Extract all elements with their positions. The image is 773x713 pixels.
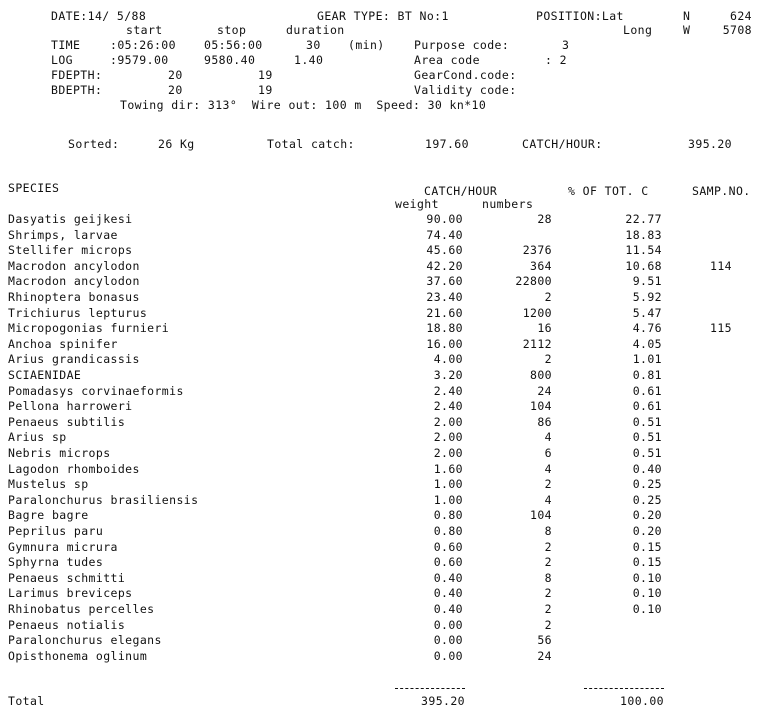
catch-weight: 21.60 [426, 306, 463, 320]
species-name: Lagodon rhomboides [8, 462, 140, 476]
species-name: Mustelus sp [8, 477, 89, 491]
log-duration: 1.40 [294, 53, 324, 67]
total-label: Total [8, 694, 45, 708]
catch-weight: 0.80 [433, 524, 463, 538]
species-name: Macrodon ancylodon [8, 274, 140, 288]
catch-numbers: 2 [544, 540, 552, 554]
percent-total: 1.01 [632, 352, 662, 366]
catch-weight: 1.00 [433, 493, 463, 507]
percent-total: 0.10 [632, 602, 662, 616]
species-header: SPECIES [8, 181, 60, 195]
catch-numbers: 56 [537, 633, 552, 647]
percent-total-rule [584, 688, 664, 689]
species-name: Penaeus notialis [8, 618, 126, 632]
species-name: Pomadasys corvinaeformis [8, 384, 184, 398]
catch-weight: 90.00 [426, 212, 463, 226]
catch-per-hour-value: 395.20 [688, 137, 732, 151]
catch-weight: 3.20 [433, 368, 463, 382]
percent-total: 0.10 [632, 586, 662, 600]
date: DATE:14/ 5/88 [51, 9, 147, 23]
catch-numbers: 2 [544, 477, 552, 491]
total-catch-label: Total catch: [267, 137, 355, 151]
species-name: Paralonchurus elegans [8, 633, 162, 647]
log-stop: 9580.40 [204, 53, 256, 67]
area-code-value: : 2 [545, 53, 567, 67]
percent-total: 4.76 [632, 321, 662, 335]
percent-total: 9.51 [632, 274, 662, 288]
catch-numbers: 22800 [515, 274, 552, 288]
catch-numbers: 86 [537, 415, 552, 429]
catch-weight: 0.00 [433, 649, 463, 663]
percent-total: 0.40 [632, 462, 662, 476]
species-name: Opisthonema oglinum [8, 649, 148, 663]
position-label: POSITION:Lat [536, 9, 624, 23]
catch-weight: 42.20 [426, 259, 463, 273]
time-stop: 05:56:00 [204, 38, 263, 52]
species-name: Peprilus paru [8, 524, 104, 538]
catch-weight: 0.40 [433, 586, 463, 600]
catch-weight: 0.00 [433, 633, 463, 647]
catch-per-hour-label: CATCH/HOUR: [522, 137, 603, 151]
species-name: Arius grandicassis [8, 352, 140, 366]
catch-weight: 0.40 [433, 602, 463, 616]
catch-numbers: 16 [537, 321, 552, 335]
species-name: Pellona harroweri [8, 399, 133, 413]
percent-total: 0.51 [632, 430, 662, 444]
catch-weight: 2.00 [433, 446, 463, 460]
total-weight: 395.20 [421, 694, 465, 708]
species-name: Anchoa spinifer [8, 337, 118, 351]
catch-weight: 1.00 [433, 477, 463, 491]
percent-total: 0.61 [632, 399, 662, 413]
log-label: LOG [51, 53, 73, 67]
catch-per-hour-header: CATCH/HOUR [424, 184, 498, 198]
percent-total: 0.51 [632, 446, 662, 460]
long-value: 5708 [722, 23, 752, 37]
catch-numbers: 2 [544, 618, 552, 632]
species-name: Larimus breviceps [8, 586, 133, 600]
weight-total-rule [395, 688, 465, 689]
purpose-code-value: 3 [562, 38, 570, 52]
time-start: :05:26:00 [110, 38, 176, 52]
col-duration-header: duration [286, 23, 345, 37]
species-name: Gymnura micrura [8, 540, 118, 554]
percent-total: 11.54 [625, 243, 662, 257]
percent-total: 0.20 [632, 524, 662, 538]
catch-weight: 23.40 [426, 290, 463, 304]
sorted-value: 26 Kg [158, 137, 195, 151]
species-name: Shrimps, larvae [8, 228, 118, 242]
catch-numbers: 104 [530, 508, 552, 522]
catch-weight: 45.60 [426, 243, 463, 257]
species-name: Dasyatis geijkesi [8, 212, 133, 226]
gearcond-code-label: GearCond.code: [414, 68, 517, 82]
catch-numbers: 24 [537, 384, 552, 398]
catch-numbers: 800 [530, 368, 552, 382]
species-name: Bagre bagre [8, 508, 89, 522]
percent-total: 0.25 [632, 477, 662, 491]
species-name: Micropogonias furnieri [8, 321, 170, 335]
fdepth-label: FDEPTH: [51, 68, 103, 82]
percent-total-header: % OF TOT. C [568, 184, 649, 198]
catch-weight: 0.00 [433, 618, 463, 632]
catch-numbers: 4 [544, 493, 552, 507]
fdepth-stop: 19 [258, 68, 273, 82]
catch-numbers: 2112 [522, 337, 552, 351]
catch-weight: 37.60 [426, 274, 463, 288]
time-unit: (min) [348, 38, 385, 52]
percent-total: 10.68 [625, 259, 662, 273]
weight-header: weight [395, 197, 439, 211]
sample-number: 115 [710, 321, 732, 335]
catch-weight: 0.60 [433, 555, 463, 569]
sample-number: 114 [710, 259, 732, 273]
species-name: SCIAENIDAE [8, 368, 82, 382]
catch-numbers: 8 [544, 571, 552, 585]
total-catch-value: 197.60 [425, 137, 469, 151]
catch-weight: 2.40 [433, 399, 463, 413]
species-name: Macrodon ancylodon [8, 259, 140, 273]
species-name: Trichiurus lepturus [8, 306, 148, 320]
bdepth-label: BDEPTH: [51, 83, 103, 97]
catch-numbers: 1200 [522, 306, 552, 320]
area-code-label: Area code [414, 53, 480, 67]
percent-total: 0.15 [632, 555, 662, 569]
catch-numbers: 4 [544, 462, 552, 476]
bdepth-start: 20 [168, 83, 183, 97]
species-name: Rhinoptera bonasus [8, 290, 140, 304]
log-start: :9579.00 [110, 53, 169, 67]
catch-numbers: 2 [544, 602, 552, 616]
percent-total: 0.20 [632, 508, 662, 522]
species-name: Arius sp [8, 430, 67, 444]
validity-code-label: Validity code: [414, 83, 517, 97]
numbers-header: numbers [482, 197, 534, 211]
catch-weight: 1.60 [433, 462, 463, 476]
catch-numbers: 2 [544, 290, 552, 304]
catch-numbers: 2 [544, 352, 552, 366]
long-direction: W [683, 23, 691, 37]
percent-total: 4.05 [632, 337, 662, 351]
lat-value: 624 [730, 9, 752, 23]
percent-total: 0.25 [632, 493, 662, 507]
species-name: Rhinobatus percelles [8, 602, 155, 616]
species-name: Paralonchurus brasiliensis [8, 493, 199, 507]
catch-numbers: 8 [544, 524, 552, 538]
species-name: Nebris microps [8, 446, 111, 460]
long-label: Long [623, 23, 653, 37]
purpose-code-label: Purpose code: [414, 38, 510, 52]
catch-weight: 2.00 [433, 430, 463, 444]
catch-weight: 2.00 [433, 415, 463, 429]
catch-weight: 74.40 [426, 228, 463, 242]
percent-total: 22.77 [625, 212, 662, 226]
catch-weight: 16.00 [426, 337, 463, 351]
gear-type: GEAR TYPE: BT No:1 [317, 9, 449, 23]
percent-total: 0.15 [632, 540, 662, 554]
catch-numbers: 364 [530, 259, 552, 273]
total-percent: 100.00 [620, 694, 664, 708]
species-name: Penaeus subtilis [8, 415, 126, 429]
fdepth-start: 20 [168, 68, 183, 82]
bdepth-stop: 19 [258, 83, 273, 97]
catch-weight: 2.40 [433, 384, 463, 398]
species-name: Sphyrna tudes [8, 555, 104, 569]
species-name: Penaeus schmitti [8, 571, 126, 585]
percent-total: 0.61 [632, 384, 662, 398]
percent-total: 5.92 [632, 290, 662, 304]
catch-numbers: 104 [530, 399, 552, 413]
percent-total: 0.51 [632, 415, 662, 429]
lat-direction: N [683, 9, 691, 23]
catch-numbers: 2 [544, 555, 552, 569]
catch-weight: 0.40 [433, 571, 463, 585]
col-stop-header: stop [217, 23, 247, 37]
species-name: Stellifer microps [8, 243, 133, 257]
catch-numbers: 6 [544, 446, 552, 460]
sample-number-header: SAMP.NO. [692, 184, 751, 198]
catch-numbers: 2376 [522, 243, 552, 257]
catch-numbers: 28 [537, 212, 552, 226]
col-start-header: start [126, 23, 163, 37]
catch-weight: 4.00 [433, 352, 463, 366]
catch-weight: 18.80 [426, 321, 463, 335]
catch-numbers: 2 [544, 586, 552, 600]
catch-numbers: 4 [544, 430, 552, 444]
catch-weight: 0.80 [433, 508, 463, 522]
percent-total: 0.10 [632, 571, 662, 585]
time-label: TIME [51, 38, 81, 52]
sorted-label: Sorted: [68, 137, 120, 151]
towing-line: Towing dir: 313° Wire out: 100 m Speed: 30 kn*10 [120, 98, 487, 112]
percent-total: 0.81 [632, 368, 662, 382]
percent-total: 5.47 [632, 306, 662, 320]
catch-weight: 0.60 [433, 540, 463, 554]
catch-numbers: 24 [537, 649, 552, 663]
percent-total: 18.83 [625, 228, 662, 242]
time-duration: 30 [306, 38, 321, 52]
